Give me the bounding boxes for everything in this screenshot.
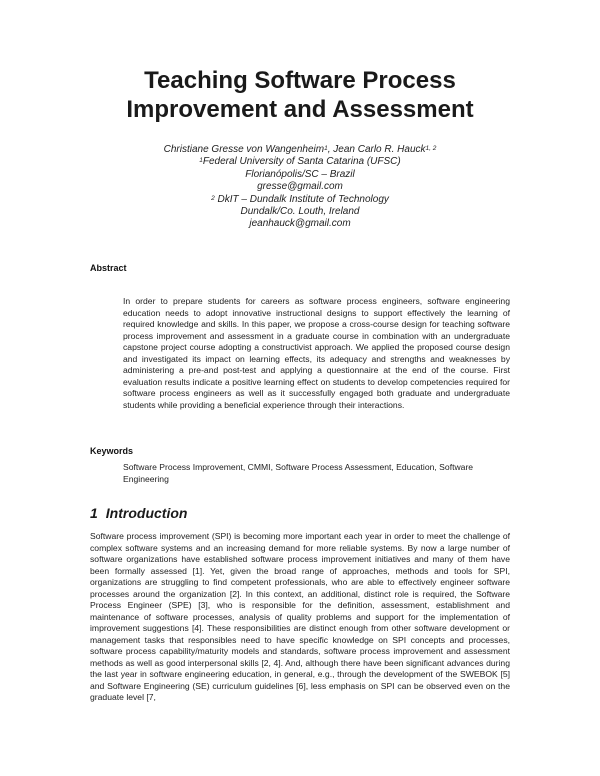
affiliation-1: $^1$Federal University of Santa Catarina (UFSC) <box>199 156 401 168</box>
keywords-heading: Keywords <box>90 446 134 456</box>
title-line-1: Teaching Software Process <box>144 67 456 94</box>
author-names: Christiane Gresse von Wangenheim$^1$, Jean Carlo R. Hauck$^{1, 2}$ <box>163 144 437 155</box>
title-line-2: Improvement and Assessment <box>126 96 474 123</box>
affiliation-2-city: Dundalk/Co. Louth, Ireland <box>240 206 360 218</box>
section-number: 1 <box>90 505 98 521</box>
affiliation-2: $^2$ DkIT – Dundalk Institute of Technology <box>211 193 389 205</box>
paper-title <box>60 66 540 124</box>
section-title: Introduction <box>105 505 188 521</box>
keywords-body: Software Process Improvement, CMMI, Software Process Assessment, Education, Software Engineering <box>123 462 474 484</box>
author-block <box>100 144 500 231</box>
introduction-body: Software process improvement (SPI) is becoming more important each year in order to meet the challenge of complex software systems and an increasing demand for more reliable systems. By now a large number of software organizations have established software process improvement initiatives and many of them have been formally assessed [1]. Yet, given the broad range of approaches, methods and tools for SPI, organizations are struggling to find competent professionals, who are able to effectively engineer software processes around the organization [2]. In this context, an additional, distinct role is required, the Software Process Engineer (SPE) [3], who is responsible for the definition, assessment, establishment and maintenance of software processes, analysis of quality problems and support for the implementation of improvement suggestions [4]. These responsibilities are distinct enough from other software development or management tasks that responsibles need to have specific knowledge on SPI concepts and processes, software process capability/maturity models and standards, software process improvement and assessment methods as well as good interpersonal skills [2, 4]. And, although there have been significant advances during the last year in software engineering education, in general, e.g., through the development of the SWEBOK [5] and Software Engineering (SE) curriculum guidelines [6], less emphasis on SPI can be observed even on the graduate level [7, <box>90 531 510 702</box>
abstract-body: In order to prepare students for careers as software process engineers, software engineering education needs to adopt innovative instructional designs to support effectively the learning of required knowledge and skills. In this paper, we propose a cross-course design for teaching software process improvement and assessment in a graduate course in combination with an undergraduate capstone project course adopting a constructivist approach. We applied the proposed course design and investigated its impact on learning effects, its adequacy and strengths and weaknesses by administering a pre-and post-test and applying a questionnaire at the end of the course. First evaluation results indicate a positive learning effect on students to develop competencies required for software process engineers as well as it successfully engaged both graduate and undergraduate students while providing a beneficial experience through their interactions. <box>123 296 510 410</box>
affiliation-1-city: Florianópolis/SC – Brazil <box>245 168 355 180</box>
abstract-heading: Abstract <box>90 263 127 273</box>
section-heading-introduction <box>90 505 187 521</box>
author-email-2: jeanhauck@gmail.com <box>249 218 351 230</box>
author-email-1: gresse@gmail.com <box>257 181 343 193</box>
